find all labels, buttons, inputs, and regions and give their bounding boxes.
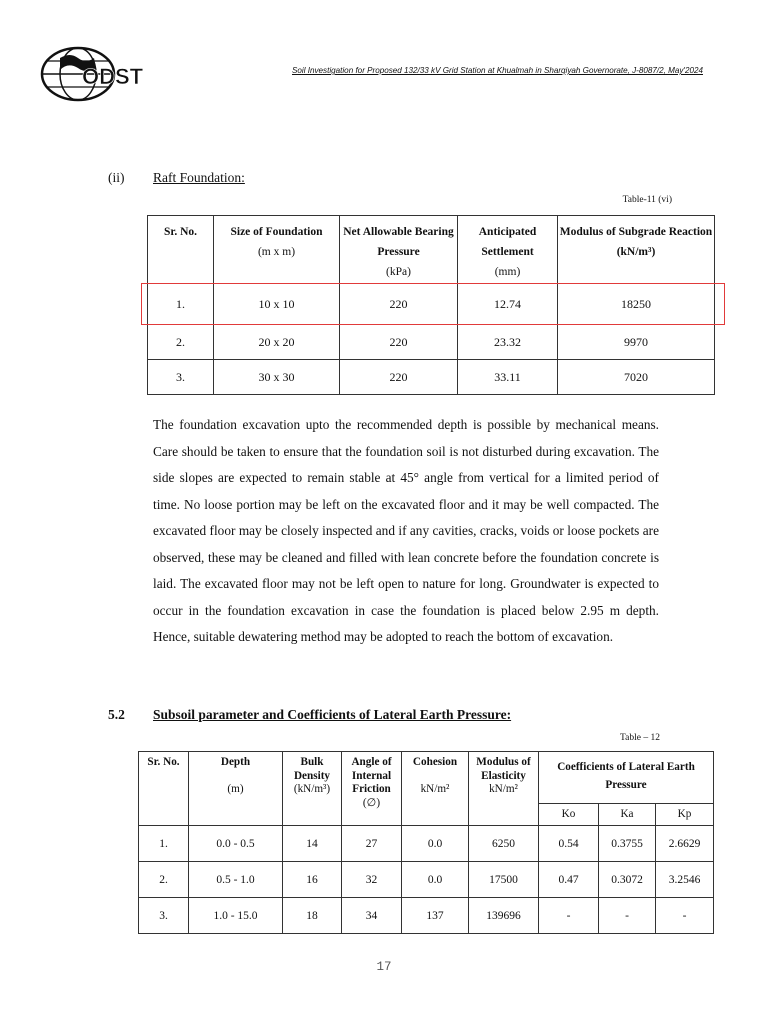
col-header: Bulk Density (kN/m³) xyxy=(283,752,342,826)
page-number: 17 xyxy=(376,960,392,974)
col-header: Net Allowable Bearing Pressure (kPa) xyxy=(340,216,458,284)
col-header: Sr. No. xyxy=(148,216,214,284)
table-row: 1. 0.0 - 0.5 14 27 0.0 6250 0.54 0.3755 2.6629 xyxy=(139,826,714,862)
col-header: Ka xyxy=(599,804,656,826)
logo-lettering: ODST xyxy=(82,64,144,89)
col-header: Modulus of Subgrade Reaction (kN/m³) xyxy=(558,216,715,284)
col-header: Coefficients of Lateral Earth Pressure xyxy=(539,752,714,804)
col-header: Angle of Internal Friction (∅) xyxy=(342,752,402,826)
table-label: Table – 12 xyxy=(620,733,660,743)
body-paragraph: The foundation excavation upto the recommended depth is possible by mechanical means. Care should be taken to ensure that the foundation soil is not disturbed during excavation. The side slopes are expected to remain stable at 45° angle from vertical for a limited period of time. No loose portion may be left on the excavated floor and it may be well compacted. The excavated floor may be closely inspected and if any cavities, cracks, voids or loose pockets are observed, these may be cleaned and filled with lean concrete before the foundation concrete is laid. The excavated floor may not be left open to nature for long. Groundwater is expected to occur in the foundation excavation in case the foundation is placed below 2.95 m depth. Hence, suitable dewatering method may be adopted to reach the bottom of excavation. xyxy=(153,417,659,644)
section-number: (ii) xyxy=(108,170,125,185)
section-title: Subsoil parameter and Coefficients of Lateral Earth Pressure: xyxy=(153,707,512,722)
table-row: 3. 30 x 30 220 33.11 7020 xyxy=(148,360,715,395)
row-highlight-box xyxy=(141,283,725,325)
subsoil-parameter-table xyxy=(138,751,714,934)
col-header: Kp xyxy=(656,804,714,826)
table-label: Table-11 (vi) xyxy=(622,195,672,205)
section-number: 5.2 xyxy=(108,707,125,722)
company-logo xyxy=(38,44,154,104)
col-header: Anticipated Settlement (mm) xyxy=(458,216,558,284)
table-header-row xyxy=(139,752,714,804)
col-header: Size of Foundation (m x m) xyxy=(214,216,340,284)
table-row: 2. 0.5 - 1.0 16 32 0.0 17500 0.47 0.3072 3.2546 xyxy=(139,862,714,898)
running-header: Soil Investigation for Proposed 132/33 kV Grid Station at Khualmah in Sharqiyah Governorate, J-8087/2, May'2024 xyxy=(292,66,703,75)
table-row: 3. 1.0 - 15.0 18 34 137 139696 - - - xyxy=(139,898,714,934)
col-header: Ko xyxy=(539,804,599,826)
section-title: Raft Foundation: xyxy=(153,170,245,185)
col-header: Depth (m) xyxy=(189,752,283,826)
table-header-row xyxy=(148,216,715,284)
col-header: Cohesion kN/m² xyxy=(402,752,469,826)
table-row: 2. 20 x 20 220 23.32 9970 xyxy=(148,325,715,360)
col-header: Modulus of Elasticity kN/m² xyxy=(469,752,539,826)
table-row: 1. 10 x 10 220 12.74 18250 xyxy=(148,284,715,325)
col-header: Sr. No. xyxy=(139,752,189,826)
